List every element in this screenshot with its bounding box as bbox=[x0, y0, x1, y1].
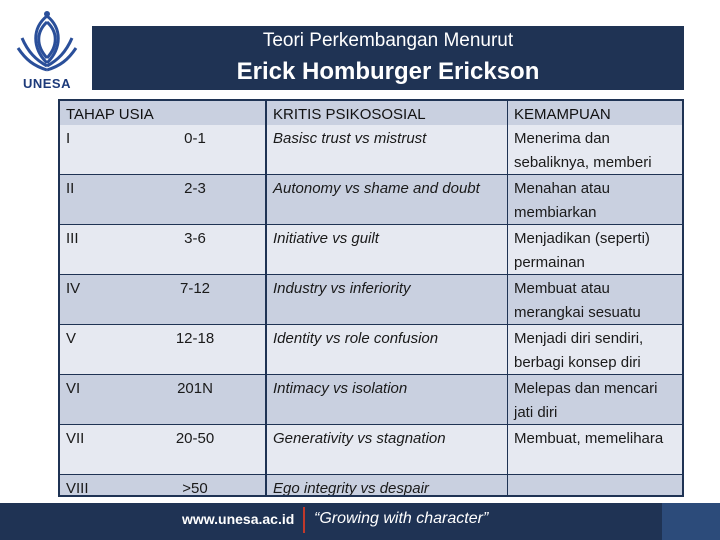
footer-accent bbox=[662, 503, 720, 540]
cell-krisis: Intimacy vs isolation bbox=[267, 375, 507, 424]
cell-krisis: Ego integrity vs despair bbox=[267, 475, 507, 495]
cell-usia: 201N bbox=[125, 375, 265, 424]
table-header-row bbox=[58, 101, 684, 125]
cell-kemampuan: Melepas dan mencari jati diri bbox=[508, 375, 682, 424]
cell-kemampuan: Membuat atau merangkai sesuatu bbox=[508, 275, 682, 324]
unesa-logo bbox=[12, 8, 82, 94]
cell-kemampuan: Menahan atau membiarkan bbox=[508, 175, 682, 224]
table-row bbox=[58, 225, 684, 274]
cell-krisis: Initiative vs guilt bbox=[267, 225, 507, 274]
cell-tahap: V bbox=[60, 325, 125, 374]
cell-usia: 20-50 bbox=[125, 425, 265, 474]
cell-tahap: VI bbox=[60, 375, 125, 424]
table-row bbox=[58, 425, 684, 474]
cell-krisis: Basisc trust vs mistrust bbox=[267, 125, 507, 174]
cell-usia: >50 bbox=[125, 475, 265, 495]
table-row bbox=[58, 275, 684, 324]
cell-krisis: Identity vs role confusion bbox=[267, 325, 507, 374]
cell-usia: 7-12 bbox=[125, 275, 265, 324]
cell-tahap: I bbox=[60, 125, 125, 174]
logo-text: UNESA bbox=[22, 76, 71, 91]
cell-tahap: VIII bbox=[60, 475, 125, 495]
cell-krisis: Autonomy vs shame and doubt bbox=[267, 175, 507, 224]
cell-tahap: VII bbox=[60, 425, 125, 474]
title-banner bbox=[92, 26, 684, 90]
table-row bbox=[58, 325, 684, 374]
cell-kemampuan: Menjadi diri sendiri, berbagi konsep diri bbox=[508, 325, 682, 374]
table-row bbox=[58, 125, 684, 174]
table-row bbox=[58, 375, 684, 424]
table-row bbox=[58, 175, 684, 224]
unesa-emblem-icon bbox=[12, 8, 82, 76]
cell-kemampuan bbox=[508, 475, 682, 495]
cell-tahap: IV bbox=[60, 275, 125, 324]
cell-krisis: Industry vs inferiority bbox=[267, 275, 507, 324]
title-line-2: Erick Homburger Erickson bbox=[236, 58, 540, 85]
header-kemampuan: KEMAMPUAN bbox=[508, 101, 682, 125]
cell-usia: 0-1 bbox=[125, 125, 265, 174]
header-tahap-usia: TAHAP USIA bbox=[60, 101, 265, 125]
footer-url[interactable]: www.unesa.ac.id bbox=[182, 511, 295, 527]
title-line-1: Teori Perkembangan Menurut bbox=[262, 30, 514, 51]
table-row bbox=[58, 475, 684, 495]
cell-krisis: Generativity vs stagnation bbox=[267, 425, 507, 474]
footer-slogan: “Growing with character” bbox=[314, 510, 489, 527]
footer-divider bbox=[303, 507, 305, 533]
erikson-stage-table bbox=[58, 99, 684, 497]
cell-kemampuan: Menjadikan (seperti) permainan bbox=[508, 225, 682, 274]
cell-tahap: II bbox=[60, 175, 125, 224]
header-krisis: KRITIS PSIKOSOSIAL bbox=[267, 101, 507, 125]
cell-tahap: III bbox=[60, 225, 125, 274]
cell-usia: 3-6 bbox=[125, 225, 265, 274]
cell-usia: 12-18 bbox=[125, 325, 265, 374]
cell-kemampuan: Membuat, memelihara bbox=[508, 425, 682, 474]
cell-usia: 2-3 bbox=[125, 175, 265, 224]
cell-kemampuan: Menerima dan sebaliknya, memberi bbox=[508, 125, 682, 174]
